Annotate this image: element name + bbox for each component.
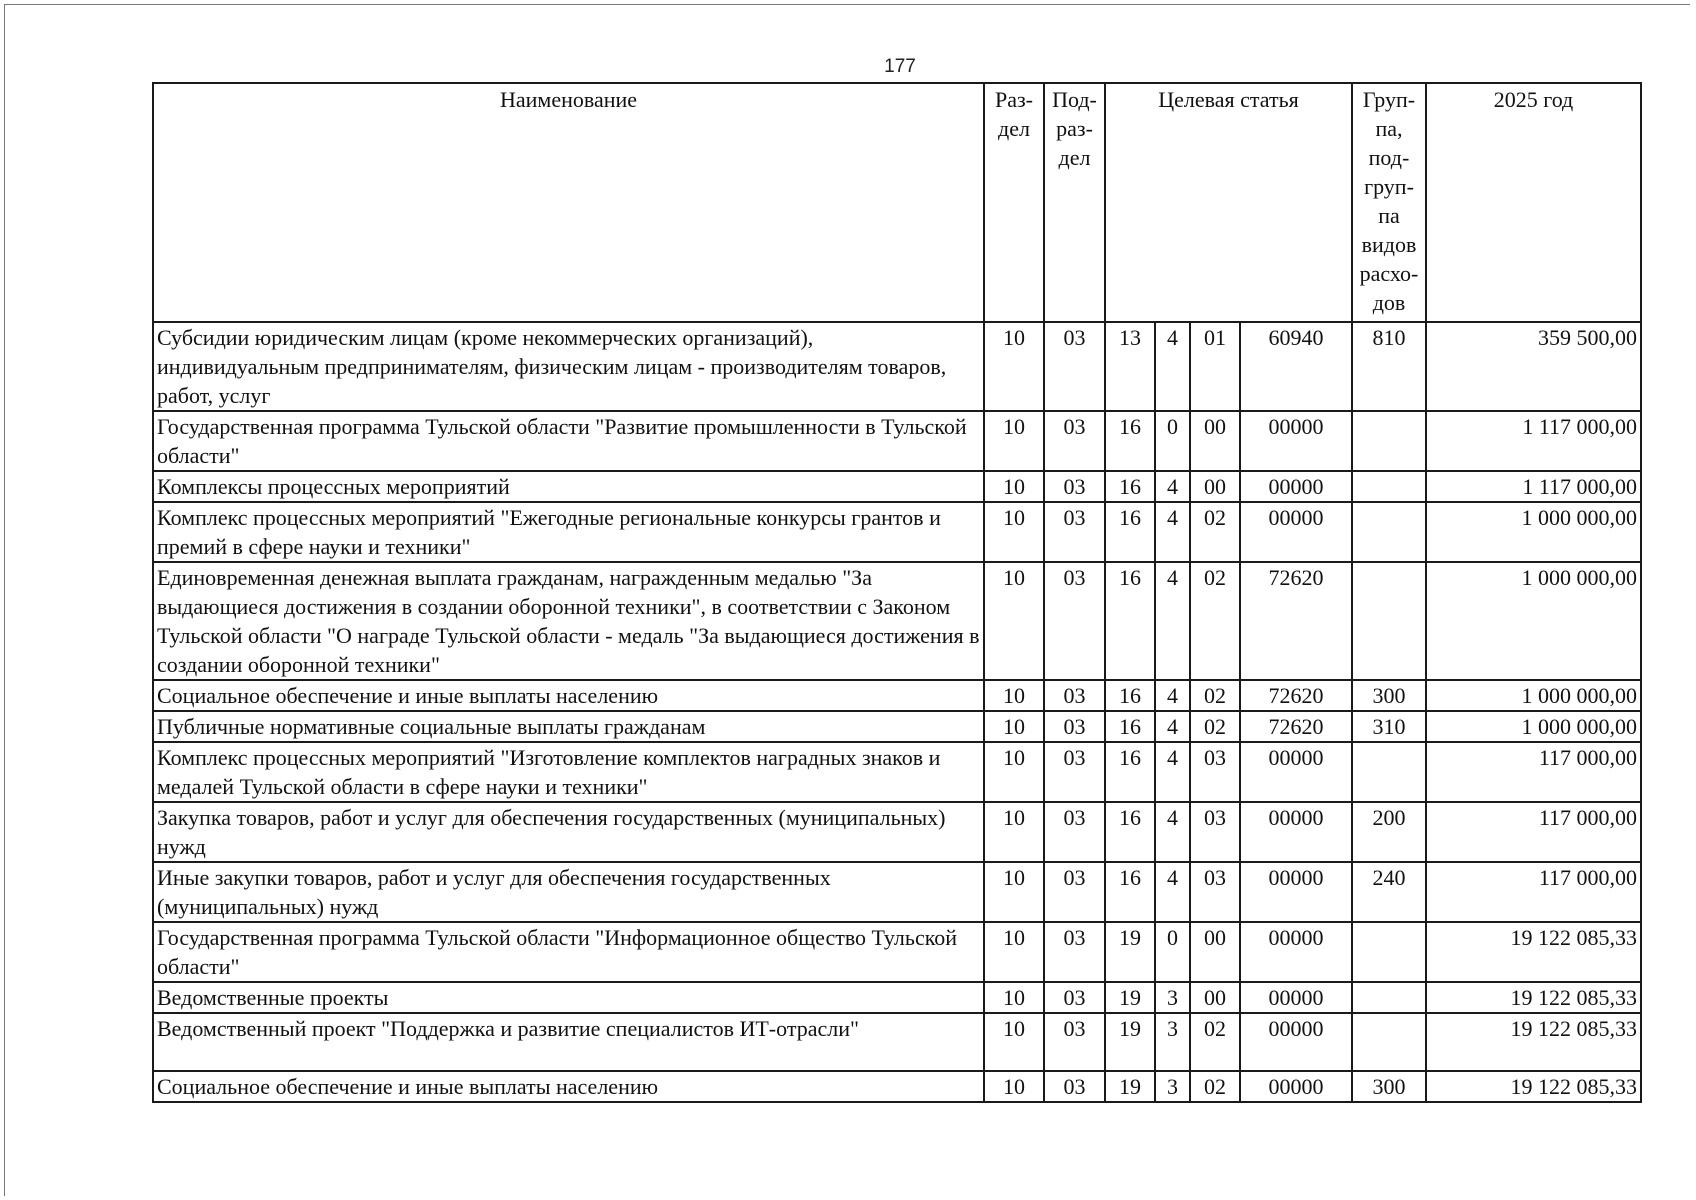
table-cell-cs-direction: 00000 (1240, 1071, 1352, 1102)
header-celevaya-statya: Целевая статья (1105, 83, 1352, 322)
table-cell-cs-structure: 00 (1190, 411, 1240, 471)
table-body (153, 322, 1641, 1102)
table-cell-vid-rashodov (1352, 471, 1426, 502)
table-row (153, 802, 1641, 862)
table-cell-cs-structure: 02 (1190, 1071, 1240, 1102)
table-cell-cs-type: 4 (1155, 502, 1190, 562)
table-cell-cs-program: 16 (1105, 711, 1155, 742)
table-cell-cs-structure: 03 (1190, 742, 1240, 802)
table-cell-name: Государственная программа Тульской области "Информационное общество Тульской области" (153, 922, 984, 982)
table-cell-sum: 117 000,00 (1426, 862, 1641, 922)
table-cell-cs-direction: 72620 (1240, 562, 1352, 680)
table-cell-cs-direction: 72620 (1240, 711, 1352, 742)
header-razdel: Раз- дел (984, 83, 1044, 322)
table-cell-vid-rashodov (1352, 502, 1426, 562)
table-cell-cs-structure: 02 (1190, 711, 1240, 742)
table-cell-sum: 19 122 085,33 (1426, 1013, 1641, 1071)
table-row (153, 411, 1641, 471)
table-cell-cs-type: 4 (1155, 322, 1190, 411)
table-cell-sum: 117 000,00 (1426, 802, 1641, 862)
table-cell-razdel: 10 (984, 322, 1044, 411)
table-cell-cs-direction: 72620 (1240, 680, 1352, 711)
table-cell-cs-program: 16 (1105, 680, 1155, 711)
table-cell-cs-direction: 00000 (1240, 862, 1352, 922)
table-cell-podrazdel: 03 (1044, 862, 1105, 922)
table-cell-cs-program: 16 (1105, 471, 1155, 502)
table-cell-cs-direction: 00000 (1240, 922, 1352, 982)
table-cell-cs-structure: 03 (1190, 862, 1240, 922)
table-cell-cs-program: 16 (1105, 562, 1155, 680)
table-cell-razdel: 10 (984, 742, 1044, 802)
table-row (153, 471, 1641, 502)
table-cell-sum: 117 000,00 (1426, 742, 1641, 802)
table-cell-razdel: 10 (984, 502, 1044, 562)
table-cell-cs-type: 4 (1155, 471, 1190, 502)
table-cell-vid-rashodov (1352, 1013, 1426, 1071)
header-year: 2025 год (1426, 83, 1641, 322)
table-cell-cs-structure: 02 (1190, 1013, 1240, 1071)
table-cell-cs-program: 16 (1105, 862, 1155, 922)
table-cell-name: Государственная программа Тульской области "Развитие промышленности в Тульской области" (153, 411, 984, 471)
table-cell-cs-direction: 00000 (1240, 982, 1352, 1013)
budget-table (152, 82, 1642, 1103)
table-cell-vid-rashodov (1352, 922, 1426, 982)
table-row (153, 322, 1641, 411)
table-cell-cs-type: 3 (1155, 982, 1190, 1013)
page-number: 177 (884, 56, 916, 77)
table-cell-cs-type: 3 (1155, 1013, 1190, 1071)
table-cell-cs-program: 16 (1105, 411, 1155, 471)
table-cell-cs-type: 4 (1155, 711, 1190, 742)
table-cell-podrazdel: 03 (1044, 1013, 1105, 1071)
table-cell-razdel: 10 (984, 471, 1044, 502)
table-cell-cs-direction: 00000 (1240, 411, 1352, 471)
table-cell-razdel: 10 (984, 982, 1044, 1013)
table-cell-vid-rashodov (1352, 411, 1426, 471)
table-cell-podrazdel: 03 (1044, 802, 1105, 862)
table-cell-podrazdel: 03 (1044, 471, 1105, 502)
table-cell-podrazdel: 03 (1044, 322, 1105, 411)
table-cell-podrazdel: 03 (1044, 982, 1105, 1013)
table-cell-cs-structure: 02 (1190, 562, 1240, 680)
table-cell-razdel: 10 (984, 802, 1044, 862)
table-cell-name: Ведомственные проекты (153, 982, 984, 1013)
table-cell-cs-direction: 60940 (1240, 322, 1352, 411)
table-cell-cs-type: 0 (1155, 411, 1190, 471)
table-cell-razdel: 10 (984, 1013, 1044, 1071)
table-cell-sum: 1 117 000,00 (1426, 471, 1641, 502)
table-cell-razdel: 10 (984, 1071, 1044, 1102)
table-cell-vid-rashodov (1352, 562, 1426, 680)
table-cell-cs-structure: 02 (1190, 680, 1240, 711)
table-cell-name: Ведомственный проект "Поддержка и развитие специалистов ИТ-отрасли" (153, 1013, 984, 1071)
table-cell-podrazdel: 03 (1044, 1071, 1105, 1102)
table-cell-name: Комплексы процессных мероприятий (153, 471, 984, 502)
table-cell-cs-structure: 00 (1190, 922, 1240, 982)
table-cell-cs-direction: 00000 (1240, 471, 1352, 502)
table-cell-podrazdel: 03 (1044, 411, 1105, 471)
table-cell-cs-type: 4 (1155, 862, 1190, 922)
table-cell-sum: 1 000 000,00 (1426, 680, 1641, 711)
table-cell-cs-program: 16 (1105, 502, 1155, 562)
table-cell-cs-type: 4 (1155, 680, 1190, 711)
table-cell-name: Единовременная денежная выплата гражданам, награжденным медалью "За выдающиеся достижения в создании оборонной техники", в соответствии с Законом Тульской области "О награде Тульской области - медаль "За выдающиеся достижения в создании оборонной техники" (153, 562, 984, 680)
header-gruppa: Груп- па, под- груп- па видов расхо- дов (1352, 83, 1426, 322)
table-cell-vid-rashodov (1352, 742, 1426, 802)
table-cell-name: Социальное обеспечение и иные выплаты населению (153, 1071, 984, 1102)
table-cell-cs-direction: 00000 (1240, 802, 1352, 862)
table-cell-sum: 19 122 085,33 (1426, 1071, 1641, 1102)
table-cell-cs-type: 4 (1155, 742, 1190, 802)
table-cell-cs-type: 4 (1155, 562, 1190, 680)
table-cell-cs-program: 16 (1105, 802, 1155, 862)
table-row (153, 922, 1641, 982)
table-row (153, 711, 1641, 742)
table-cell-cs-direction: 00000 (1240, 742, 1352, 802)
table-cell-vid-rashodov: 240 (1352, 862, 1426, 922)
table-cell-name: Закупка товаров, работ и услуг для обеспечения государственных (муниципальных) нужд (153, 802, 984, 862)
table-cell-cs-program: 16 (1105, 742, 1155, 802)
table-cell-podrazdel: 03 (1044, 562, 1105, 680)
table-cell-podrazdel: 03 (1044, 680, 1105, 711)
table-cell-podrazdel: 03 (1044, 742, 1105, 802)
table-cell-cs-program: 19 (1105, 1071, 1155, 1102)
table-cell-podrazdel: 03 (1044, 502, 1105, 562)
table-cell-cs-program: 19 (1105, 922, 1155, 982)
table-cell-cs-direction: 00000 (1240, 1013, 1352, 1071)
table-cell-name: Комплекс процессных мероприятий "Ежегодные региональные конкурсы грантов и премий в сфере науки и техники" (153, 502, 984, 562)
table-row (153, 502, 1641, 562)
table-cell-cs-type: 3 (1155, 1071, 1190, 1102)
table-cell-cs-program: 19 (1105, 982, 1155, 1013)
table-cell-cs-program: 19 (1105, 1013, 1155, 1071)
table-row (153, 562, 1641, 680)
header-podrazdel: Под- раз- дел (1044, 83, 1105, 322)
table-cell-sum: 1 000 000,00 (1426, 502, 1641, 562)
table-cell-name: Публичные нормативные социальные выплаты гражданам (153, 711, 984, 742)
table-row (153, 1013, 1641, 1071)
table-row (153, 982, 1641, 1013)
table-cell-cs-structure: 02 (1190, 502, 1240, 562)
table-cell-vid-rashodov: 300 (1352, 680, 1426, 711)
table-cell-name: Социальное обеспечение и иные выплаты населению (153, 680, 984, 711)
table-cell-razdel: 10 (984, 862, 1044, 922)
table-cell-razdel: 10 (984, 680, 1044, 711)
table-cell-vid-rashodov: 810 (1352, 322, 1426, 411)
header-name: Наименование (153, 83, 984, 322)
table-cell-cs-structure: 01 (1190, 322, 1240, 411)
table-cell-sum: 19 122 085,33 (1426, 922, 1641, 982)
table-cell-cs-program: 13 (1105, 322, 1155, 411)
table-cell-razdel: 10 (984, 562, 1044, 680)
table-cell-cs-structure: 00 (1190, 471, 1240, 502)
table-cell-vid-rashodov: 300 (1352, 1071, 1426, 1102)
table-cell-name: Иные закупки товаров, работ и услуг для обеспечения государственных (муниципальных) нужд (153, 862, 984, 922)
table-cell-razdel: 10 (984, 411, 1044, 471)
table-cell-sum: 1 117 000,00 (1426, 411, 1641, 471)
table-row (153, 742, 1641, 802)
table-cell-cs-type: 4 (1155, 802, 1190, 862)
table-cell-cs-structure: 00 (1190, 982, 1240, 1013)
table-row (153, 680, 1641, 711)
table-cell-podrazdel: 03 (1044, 922, 1105, 982)
table-cell-cs-type: 0 (1155, 922, 1190, 982)
table-cell-sum: 359 500,00 (1426, 322, 1641, 411)
table-cell-sum: 1 000 000,00 (1426, 562, 1641, 680)
table-cell-sum: 1 000 000,00 (1426, 711, 1641, 742)
table-cell-name: Комплекс процессных мероприятий "Изготовление комплектов наградных знаков и медалей Тульской области в сфере науки и техники" (153, 742, 984, 802)
table-cell-name: Субсидии юридическим лицам (кроме некоммерческих организаций), индивидуальным предпринимателям, физическим лицам - производителям товаров, работ, услуг (153, 322, 984, 411)
table-cell-razdel: 10 (984, 922, 1044, 982)
table-cell-sum: 19 122 085,33 (1426, 982, 1641, 1013)
table-header-row (153, 83, 1641, 322)
table-cell-cs-direction: 00000 (1240, 502, 1352, 562)
table-row (153, 1071, 1641, 1102)
table-cell-podrazdel: 03 (1044, 711, 1105, 742)
table-cell-cs-structure: 03 (1190, 802, 1240, 862)
table-cell-vid-rashodov: 310 (1352, 711, 1426, 742)
table-row (153, 862, 1641, 922)
table-cell-vid-rashodov (1352, 982, 1426, 1013)
table-cell-razdel: 10 (984, 711, 1044, 742)
table-cell-vid-rashodov: 200 (1352, 802, 1426, 862)
